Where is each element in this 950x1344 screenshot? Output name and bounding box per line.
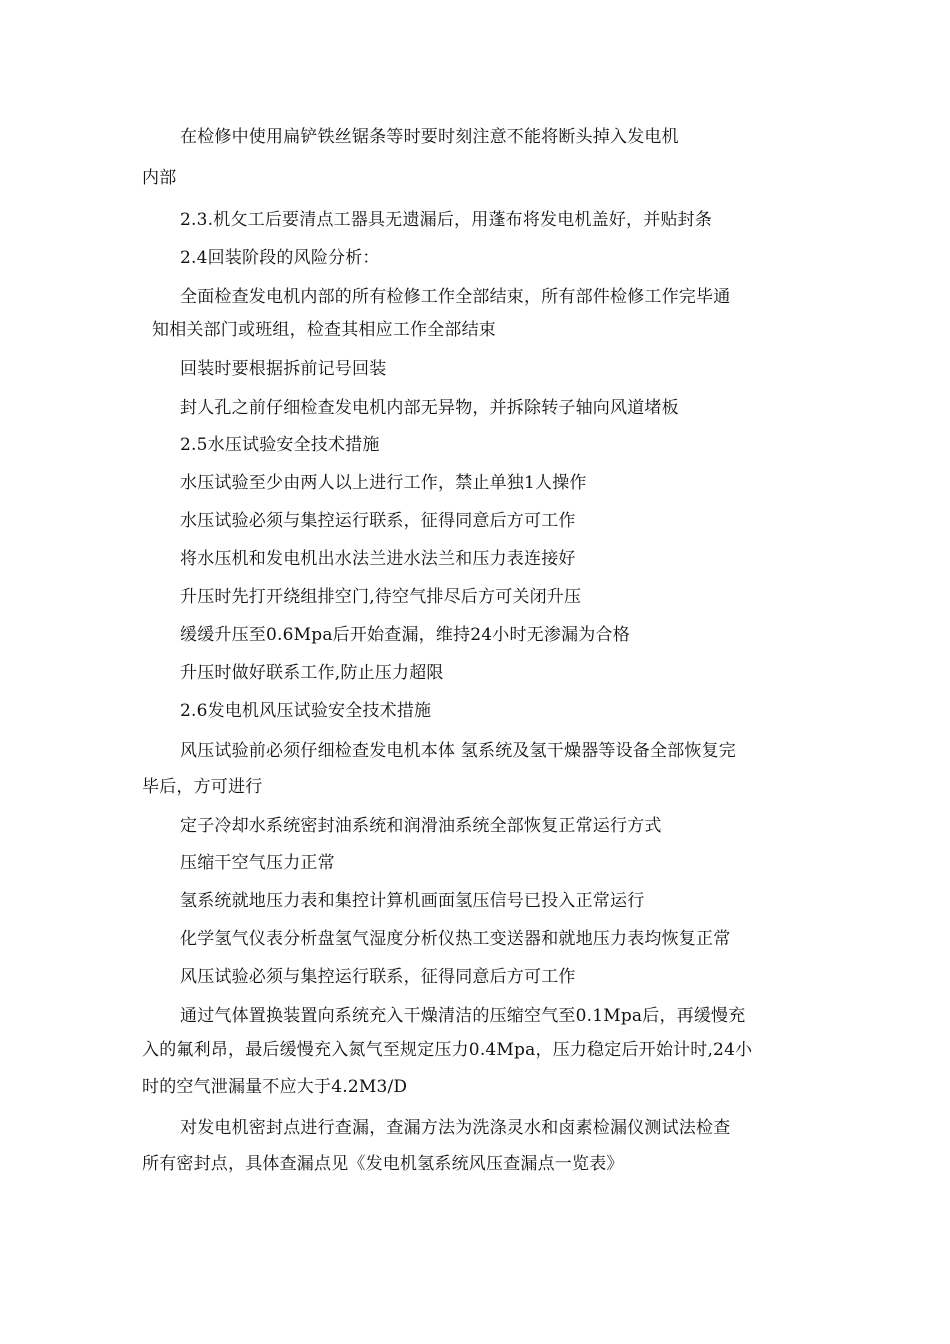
text-line-8: 封人孔之前仔细检查发电机内部无异物，并拆除转子轴向风道堵板 [180,398,679,418]
text-line-21: 氢系统就地压力表和集控计算机画面氢压信号已投入正常运行 [180,891,645,911]
text-line-18: 毕后，方可进行 [142,777,263,797]
text-line-20: 压缩干空气压力正常 [180,853,335,873]
text-line-17: 风压试验前必须仔细检查发电机本体 氢系统及氢干燥器等设备全部恢复完 [180,741,737,761]
section-heading-2-4: 2.4回装阶段的风险分析： [180,248,380,268]
text-line-23: 风压试验必须与集控运行联系，征得同意后方可工作 [180,967,576,987]
text-line-28: 所有密封点，具体查漏点见《发电机氢系统风压查漏点一览表》 [142,1154,624,1174]
text-line-15: 升压时做好联系工作,防止压力超限 [180,663,444,683]
section-heading-2-5: 2.5水压试验安全技术措施 [180,435,380,455]
text-line-11: 水压试验必须与集控运行联系，征得同意后方可工作 [180,511,576,531]
text-line-12: 将水压机和发电机出水法兰进水法兰和压力表连接好 [180,549,576,569]
text-line-26: 时的空气泄漏量不应大于4.2M3/D [142,1077,408,1097]
text-line-10: 水压试验至少由两人以上进行工作，禁止单独1人操作 [180,473,587,493]
section-heading-2-6: 2.6发电机风压试验安全技术措施 [180,701,432,721]
text-line-1: 在检修中使用扁铲铁丝锯条等时要时刻注意不能将断头掉入发电机 [180,127,679,147]
text-line-13: 升压时先打开绕组排空门,待空气排尽后方可关闭升压 [180,587,582,607]
text-line-14: 缓缓升压至0.6Mpa后开始查漏，维持24小时无渗漏为合格 [180,625,630,645]
text-line-22: 化学氢气仪表分析盘氢气湿度分析仪热工变送器和就地压力表均恢复正常 [180,929,731,949]
text-line-5: 全面检查发电机内部的所有检修工作全部结束，所有部件检修工作完毕通 [180,287,731,307]
text-line-6: 知相关部门或班组，检查其相应工作全部结束 [152,320,496,340]
text-line-19: 定子冷却水系统密封油系统和润滑油系统全部恢复正常运行方式 [180,816,662,836]
text-line-7: 回装时要根据拆前记号回装 [180,359,387,379]
text-line-2: 内部 [142,168,177,188]
text-line-27: 对发电机密封点进行查漏，查漏方法为洗涤灵水和卤素检漏仪测试法检查 [180,1118,731,1138]
text-line-25: 入的氟利昂，最后缓慢充入氮气至规定压力0.4Mpa，压力稳定后开始计时,24小 [142,1040,753,1060]
text-line-24: 通过气体置换装置向系统充入干燥清洁的压缩空气至0.1Mpa后，再缓慢充 [180,1006,746,1026]
text-line-3: 2.3.机攵工后要清点工器具无遗漏后，用蓬布将发电机盖好，并贴封条 [180,210,713,230]
